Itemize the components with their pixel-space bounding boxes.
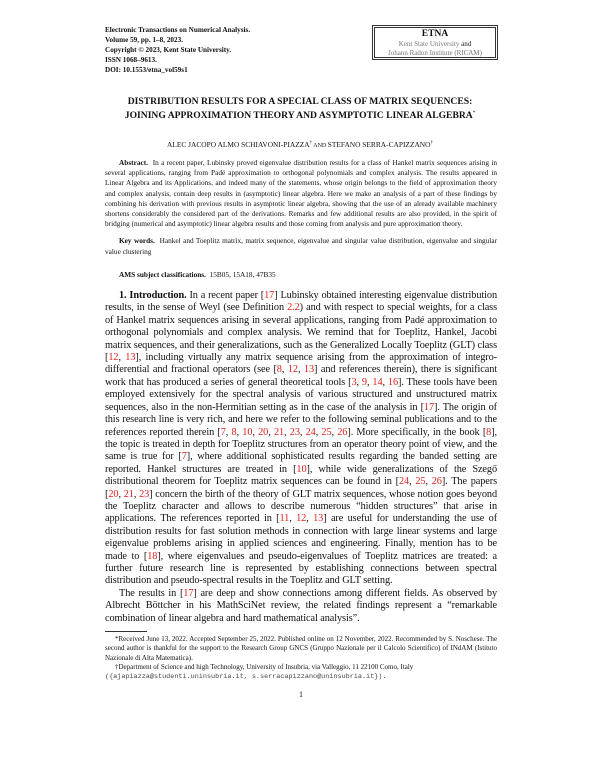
- etna-title: ETNA: [421, 29, 449, 39]
- footnote-received: *Received June 13, 2022. Accepted September 25, 2022. Published online on 12 November, 2022. Recommended by S. Noschese. The second author is thankful for the support to the Research Group GNCS (Gruppo Nazionale per il Calcolo Scientifico) of INdAM (Istituto Nazionale di Alta Matematica).: [105, 635, 497, 662]
- intro-text: ,: [225, 426, 232, 438]
- intro-text: ,: [289, 513, 297, 525]
- doi: DOI: 10.1553/etna_vol59s1: [105, 66, 188, 74]
- authors: [100, 140, 500, 149]
- intro-text: ] Lubinsky obtained interesting eigenvalue distribution results, in the sense of Weyl (see Definition: [105, 290, 498, 314]
- citation-link[interactable]: 8: [486, 426, 492, 438]
- intro-text: ]. The papers [: [105, 476, 497, 500]
- intro-text: ,: [236, 426, 243, 438]
- citation-link[interactable]: 13: [303, 364, 315, 376]
- intro-text: ,: [409, 476, 416, 488]
- author-2-mark: †: [430, 140, 433, 146]
- citation-link[interactable]: 12: [108, 352, 119, 364]
- intro-text: ] are deep and show connections among different fields. As observed by Albrecht Böttcher in his MathSciNet review, the related findings represent a “remarkable combination of linear algebra and hard mathematical analysis”.: [105, 587, 498, 624]
- citation-link[interactable]: 25: [415, 476, 426, 488]
- intro-text: ], the topic is treated in depth for Toeplitz structures from an operator theory point of view, and the same is true for [: [105, 426, 498, 463]
- intro-heading: 1. Introduction.: [119, 290, 187, 302]
- footnotes: [105, 635, 497, 682]
- citation-link[interactable]: 26: [337, 426, 348, 438]
- citation-link[interactable]: 17: [183, 587, 194, 599]
- intro-text: ,: [425, 476, 432, 488]
- intro-text: ,: [118, 488, 124, 500]
- keywords: [105, 236, 497, 256]
- intro-text: ]. More specifically, in the book [: [347, 426, 487, 438]
- intro-text: ]. The origin of this research line is very rich, and here we refer to the following seminal publications and to the references reported therein [: [105, 401, 497, 438]
- keywords-label: Key words.: [119, 236, 155, 246]
- etna-kent: Kent State University: [398, 40, 460, 48]
- intro-text: ], while wide generalizations of the Szegő distributional theorem for Toeplitz matrix sequences can be found in [: [105, 463, 497, 488]
- intro-paragraph: [105, 290, 497, 588]
- intro-text: ) and with respect to special weights, for a class of Hankel matrix sequences arising in several applications, ranging from Padé approximation to orthogonal polynomials and complex analysis. We remind that for Toeplitz, Hankel, Jacobi matrix sequences, and their generalizations, such as the Generalized Locally Toeplitz (GLT) class [: [105, 302, 497, 364]
- intro-text: The results in [: [119, 587, 184, 599]
- etna-ricam: Johann Radon Institute (RICAM): [388, 49, 482, 57]
- intro-text: ,: [331, 426, 338, 438]
- citation-link[interactable]: 8: [231, 426, 237, 438]
- citation-link[interactable]: 14: [372, 376, 383, 388]
- citation-link[interactable]: 21: [273, 426, 285, 438]
- intro-text: ,: [252, 426, 259, 438]
- ams-text: 15B05, 15A18, 47B35: [209, 269, 276, 279]
- ams-classifications: [105, 270, 497, 280]
- citation-link[interactable]: 11: [279, 513, 290, 525]
- citation-link[interactable]: 20: [108, 488, 119, 500]
- citation-link[interactable]: 3: [351, 376, 357, 388]
- introduction-section: [105, 290, 497, 625]
- abstract: [105, 158, 497, 229]
- intro-text: ], where additional sophisticated results regarding the banded setting are reported. Hankel structures are treated in [: [105, 451, 497, 475]
- intro-text: ,: [356, 376, 362, 388]
- page-number: 1: [299, 690, 303, 700]
- citation-link[interactable]: 7: [220, 426, 226, 438]
- copyright: Copyright © 2023, Kent State University.: [105, 46, 232, 54]
- citation-link[interactable]: 10: [242, 426, 253, 438]
- intro-text: ,: [306, 513, 314, 525]
- intro-text: ] concern the birth of the theory of GLT matrix sequences, whose notion goes beyond the Toeplitz character and allows to describe numerous “hidden structures” that arise in applications. The references reported in [: [105, 488, 497, 525]
- citation-link[interactable]: 26: [431, 476, 442, 488]
- title-footnote-mark: *: [472, 111, 476, 116]
- footnote-emails: ({ajapiazza@studenti.uninsubria.it, s.serracapizzano@uninsubria.it}).: [105, 672, 387, 681]
- footnote-affiliation: †Department of Science and high Technology, University of Insubria, via Valleggio, 11 22100 Como, Italy: [115, 663, 414, 672]
- abstract-text: In a recent paper, Lubinsky proved eigenvalue distribution results for a class of Hankel matrix sequences arising in several applications, ranging from Padé approximation to orthogonal polynomials and complex analysis. The results appeared in Linear Algebra and its Applications, and indeed many of the statements, whose origin belongs to the field of approximation theory and complex analysis, contain deep results in (asymptotic) linear algebra. Here we make an analysis of a part of these findings by combining his derivation with previous results in asymptotic linear algebra, showing that the use of an already available machinery shortens considerably the considered part of the derivations. Remarks and few additional results are also provided, in the spirit of bridging (numerical and asymptotic) linear algebra results and those coming from analysis and pure approximation theory.: [105, 158, 497, 229]
- citation-link[interactable]: 21: [123, 488, 134, 500]
- citation-link[interactable]: 2.2: [287, 302, 300, 314]
- author-2: STEFANO SERRA-CAPIZZANO: [327, 140, 431, 149]
- ams-label: AMS subject classifications.: [119, 269, 206, 279]
- intro-text: ,: [297, 364, 304, 376]
- footnote-rule: [105, 631, 147, 632]
- intro-text: In a recent paper [: [186, 290, 265, 302]
- intro-text: ,: [133, 488, 140, 500]
- intro-text: ,: [366, 376, 373, 388]
- citation-link[interactable]: 17: [264, 290, 275, 302]
- etna-logo-box: [372, 25, 498, 60]
- intro-text: ,: [118, 352, 126, 364]
- intro-text: ,: [299, 426, 306, 438]
- citation-link[interactable]: 9: [361, 376, 367, 388]
- intro-paragraph: [105, 588, 497, 625]
- citation-link[interactable]: 17: [423, 401, 435, 413]
- etna-and: and: [459, 40, 472, 48]
- citation-link[interactable]: 13: [313, 513, 324, 525]
- citation-link[interactable]: 24: [398, 476, 410, 488]
- intro-text: ] are useful for understanding the use of distribution results for fast solution methods in connection with large linear systems and large eigenvalue problems arising in applied sciences and engineering. Finally, mention has to be made to [: [105, 513, 498, 562]
- intro-text: ,: [268, 426, 274, 438]
- abstract-label: Abstract.: [119, 158, 148, 167]
- intro-text: ,: [281, 364, 288, 376]
- volume-info: Volume 59, pp. 1–8, 2023.: [105, 36, 184, 44]
- intro-text: ], where eigenvalues and pseudo-eigenvalues of Toeplitz matrices are treated: a further future research line is represented by establishing connections between spectral distribution and pseudo-spectral results in the Toeplitz and GLT setting.: [105, 550, 497, 587]
- citation-link[interactable]: 7: [181, 451, 187, 463]
- citation-link[interactable]: 18: [147, 550, 158, 562]
- author-1: ALEC JACOPO ALMO SCHIAVONI-PIAZZA: [167, 140, 310, 149]
- citation-link[interactable]: 16: [387, 376, 399, 388]
- citation-link[interactable]: 12: [296, 513, 307, 525]
- authors-and: AND: [312, 143, 328, 149]
- paper-title: [100, 96, 500, 122]
- citation-link[interactable]: 13: [125, 352, 136, 364]
- issn: ISSN 1068–9613.: [105, 56, 157, 64]
- journal-header: [105, 25, 250, 75]
- citation-link[interactable]: 20: [258, 426, 269, 438]
- citation-link[interactable]: 24: [305, 426, 316, 438]
- citation-link[interactable]: 10: [296, 463, 307, 475]
- author-1-mark: †: [309, 140, 313, 146]
- citation-link[interactable]: 23: [289, 426, 300, 438]
- main-flow: [105, 158, 497, 699]
- intro-text: ]. These tools have been employed extensively for the spectral analysis of various structured and unstructured matrix sequences, also in the non-Hermitian setting as in the case of the analysis in [: [105, 376, 498, 413]
- intro-text: ], including virtually any matrix sequence arising from the approximation of integro-differential and fractional operators (see [: [105, 352, 497, 376]
- citation-link[interactable]: 8: [276, 364, 282, 376]
- title-line-2: JOINING APPROXIMATION THEORY AND ASYMPTOTIC LINEAR ALGEBRA: [124, 110, 473, 122]
- intro-text: ] and references therein), there is significant work that has produced a series of general theoretical tools [: [105, 364, 498, 388]
- citation-link[interactable]: 23: [139, 488, 150, 500]
- keywords-text: Hankel and Toeplitz matrix, matrix sequence, eigenvalue and singular value distribution, eigenvalue and singular value clustering: [105, 236, 497, 256]
- intro-text: ,: [382, 376, 388, 388]
- citation-link[interactable]: 12: [287, 364, 298, 376]
- intro-text: ,: [284, 426, 290, 438]
- intro-text: ,: [315, 426, 322, 438]
- journal-name: Electronic Transactions on Numerical Analysis.: [105, 26, 251, 34]
- citation-link[interactable]: 25: [321, 426, 332, 438]
- title-line-1: DISTRIBUTION RESULTS FOR A SPECIAL CLASS OF MATRIX SEQUENCES:: [127, 96, 473, 107]
